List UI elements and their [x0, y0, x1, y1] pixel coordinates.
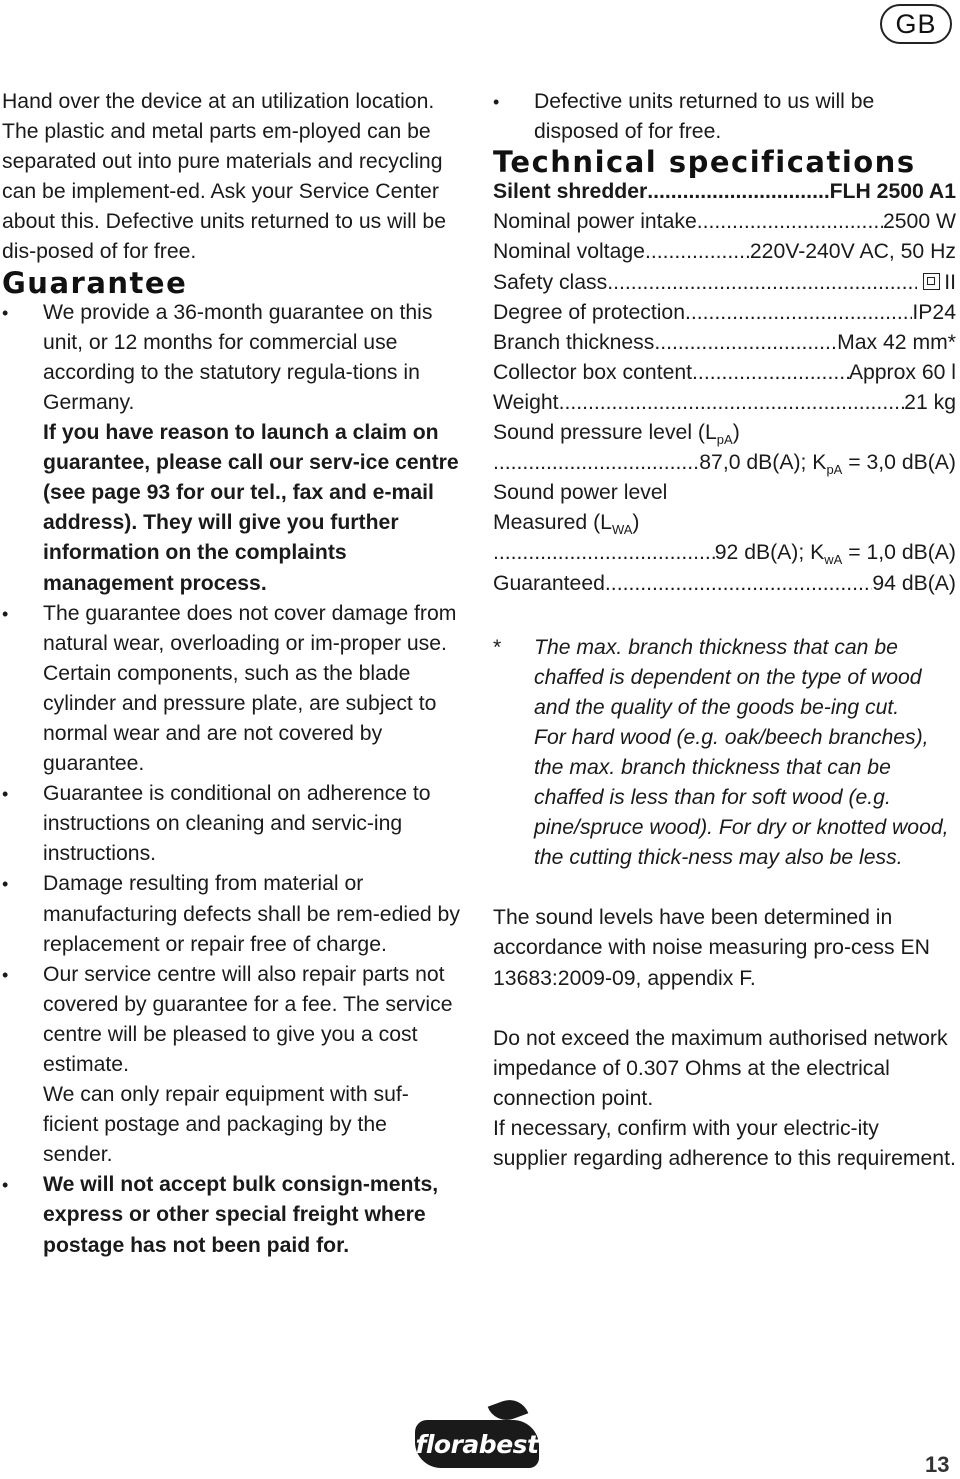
exclusions-text: The guarantee does not cover damage from natural wear, overloading or im-proper use. Certain components, such as the blade cylinder and pressure plate, are subject to normal wear and are not covered by guarantee.: [43, 601, 457, 776]
spec-label: Nominal voltage: [493, 240, 645, 264]
claim-instructions-text: If you have reason to launch a claim on guarantee, please call our serv-ice centre (see page 93 for our tel., fax and e-mail address). They will give you further information on the complaints management process.: [43, 421, 459, 595]
spec-label: Silent shredder: [493, 180, 648, 204]
spec-value: 21 kg: [904, 390, 956, 414]
spec-value: Approx 60 l: [848, 360, 956, 384]
guarantee-heading: Guarantee: [2, 265, 188, 300]
bulk-consignment-text: We will not accept bulk consign-ments, express or other special freight where postage has not been paid for.: [43, 1173, 439, 1257]
spec-row: [493, 207, 956, 237]
spec-value: 92 dB(A); $K_{wA} = 1,0$ dB(A): [714, 541, 956, 568]
spec-row: [493, 328, 956, 358]
spec-value: 2500 W: [882, 210, 956, 234]
spec-label: Weight: [493, 390, 559, 414]
defects-text: Damage resulting from material or manufacturing defects shall be rem-edied by replacement or repair free of charge.: [43, 872, 460, 956]
list-item: [2, 599, 460, 780]
footnote-marker: *: [493, 635, 502, 659]
spec-row: [493, 298, 956, 328]
spec-value: Max 42 mm*: [837, 330, 956, 354]
spec-label: Collector box content: [493, 360, 693, 384]
spec-row: [493, 538, 956, 568]
language-badge: GB: [880, 4, 952, 44]
guarantee-term-text: We provide a 36-month guarantee on this unit, or 12 months for commercial use according to the statutory regula-tions in Germany.: [43, 300, 433, 414]
disposal-free-text: Defective units returned to us will be disposed of for free.: [534, 90, 875, 144]
spec-value: 87,0 dB(A); $K_{pA} = 3,0$ dB(A): [699, 451, 956, 478]
list-item: [493, 87, 956, 147]
list-item: [2, 298, 460, 599]
spec-value: FLH 2500 A1: [829, 180, 956, 204]
page-number: 13: [925, 1452, 950, 1477]
condition-text: Guarantee is conditional on adherence to instructions on cleaning and servic-ing instructions.: [43, 782, 431, 866]
footnote-text: The max. branch thickness that can be chaffed is dependent on the type of wood and the quality of the goods be-ing cut.: [534, 635, 922, 719]
footnote-text: For hard wood (e.g. oak/beech branches), the max. branch thickness that can be chaffed is less than for soft wood (e.g. pine/spruce wood). For dry or knotted wood, the cutting thick-ness may also be less.: [534, 725, 949, 870]
spec-label: Safety class: [493, 270, 608, 294]
spec-label: Nominal power intake: [493, 210, 697, 234]
spec-value: 220V-240V AC, 50 Hz: [749, 240, 956, 264]
left-column: [2, 87, 460, 1261]
paid-repair-text: Our service centre will also repair parts not covered by guarantee for a fee. The service centre will be pleased to give you a cost estimate.: [43, 962, 453, 1076]
postage-text: We can only repair equipment with suf-ficient postage and packaging by the sender.: [43, 1083, 409, 1167]
spec-row: [493, 237, 956, 267]
list-item: [2, 960, 460, 1171]
impedance-paragraph: Do not exceed the maximum authorised network impedance of 0.307 Ohms at the electrical connection point.: [493, 1026, 948, 1110]
footnote: [493, 633, 956, 874]
right-column: [493, 87, 956, 1174]
supplier-paragraph: If necessary, confirm with your electric-ity supplier regarding adherence to this requirement.: [493, 1116, 956, 1170]
list-item: [2, 1170, 460, 1260]
spec-label: Sound pressure level $(L_{pA})$: [493, 421, 740, 448]
spec-row: [493, 418, 956, 448]
list-item: [2, 869, 460, 959]
disposal-list: [493, 87, 956, 147]
brand-logo: florabest: [415, 1420, 539, 1468]
spec-row: [493, 569, 956, 599]
spec-label: Degree of protection: [493, 300, 685, 324]
spec-value: 94 dB(A): [872, 571, 956, 595]
list-item: [2, 779, 460, 869]
spec-label: Sound power level: [493, 481, 668, 505]
spec-row: [493, 448, 956, 478]
technical-specifications-heading: Technical specifications: [493, 145, 916, 180]
disposal-paragraph: Hand over the device at an utilization location. The plastic and metal parts em-ployed can be separated out into pure materials and recycling can be implement-ed. Ask your Service Center about this. Defective units returned to us will be dis-posed of for free.: [2, 90, 446, 264]
spec-label: Guaranteed: [493, 571, 605, 595]
spec-table: [493, 177, 956, 598]
spec-value: II: [917, 268, 956, 298]
guarantee-list: [2, 298, 460, 1261]
spec-label: Measured $(L_{WA})$: [493, 511, 640, 538]
spec-value: IP24: [912, 300, 956, 324]
spec-label: Branch thickness: [493, 330, 655, 354]
spec-row: [493, 177, 956, 207]
double-insulation-icon: [923, 273, 940, 290]
spec-row: [493, 508, 956, 538]
sound-levels-paragraph: The sound levels have been determined in accordance with noise measuring pro-cess EN 13683:2009-09, appendix F.: [493, 906, 930, 990]
spec-row: [493, 358, 956, 388]
spec-row: [493, 388, 956, 418]
spec-row: [493, 268, 956, 298]
spec-row: [493, 478, 956, 508]
